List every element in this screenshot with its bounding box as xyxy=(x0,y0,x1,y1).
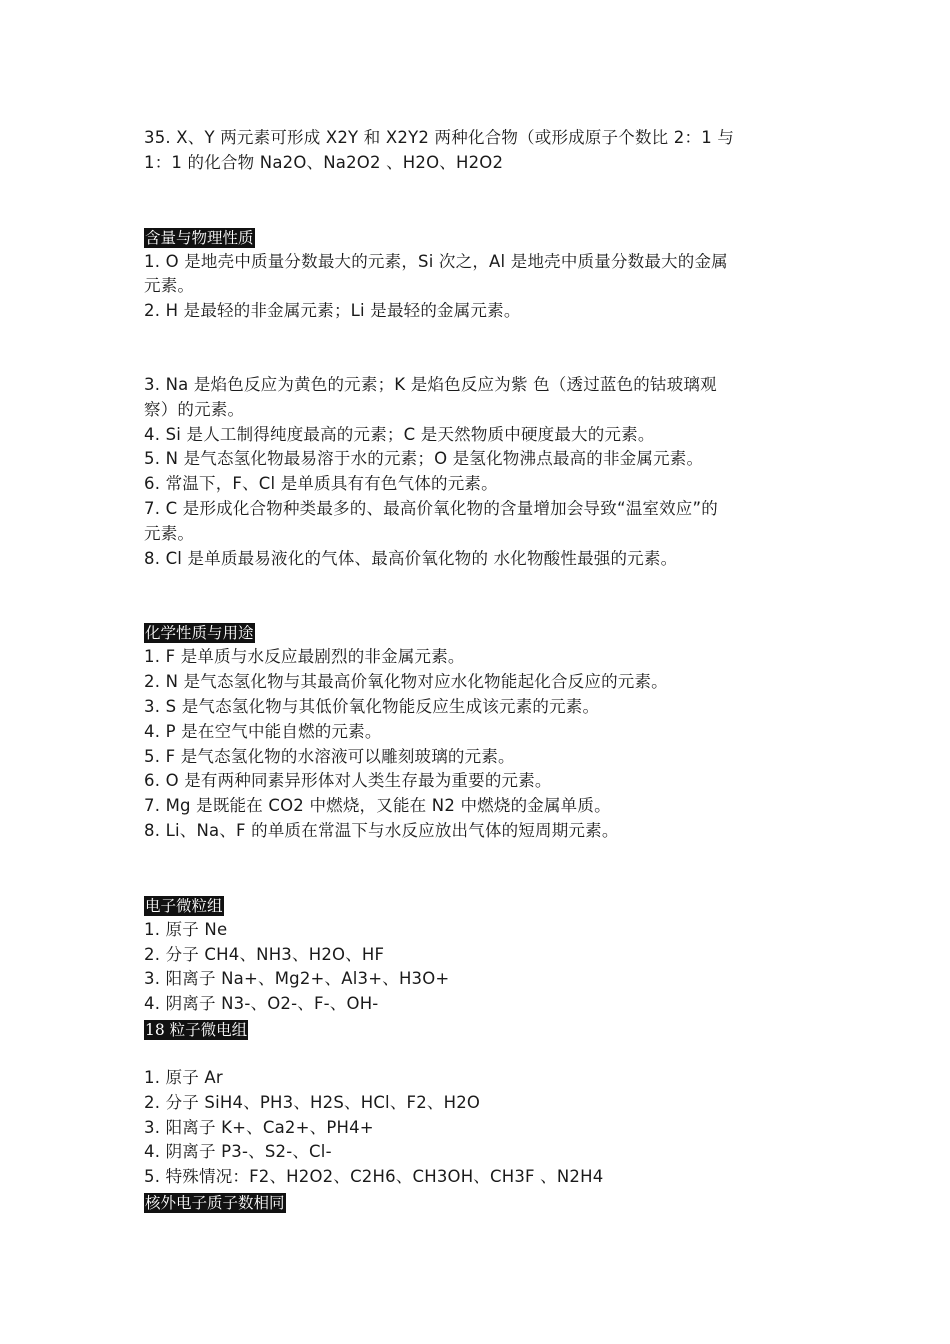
list-item: 察）的元素。 xyxy=(144,399,245,419)
list-item: 6. O 是有两种同素异形体对人类生存最为重要的元素。 xyxy=(144,771,552,791)
section-title-electron-particles: 电子微粒组 xyxy=(145,896,223,915)
list-item: 5. N 是气态氢化物最易溶于水的元素；O 是氢化物沸点最高的非金属元素。 xyxy=(144,449,704,469)
document-page xyxy=(144,126,814,1215)
list-item: 5. 特殊情况：F2、H2O2、C2H6、CH3OH、CH3F 、N2H4 xyxy=(144,1167,604,1187)
section-heading xyxy=(144,1190,814,1215)
list-item: 3. 阳离子 K+、Ca2+、PH4+ xyxy=(144,1117,374,1137)
list-item: 2. 分子 SiH4、PH3、H2S、HCl、F2、H2O xyxy=(144,1092,481,1112)
list-item: 3. Na 是焰色反应为黄色的元素；K 是焰色反应为紫 色（透过蓝色的钴玻璃观 xyxy=(144,374,717,394)
section-heading xyxy=(144,225,814,250)
section-heading xyxy=(144,1017,814,1042)
list-item: 8. Li、Na、F 的单质在常温下与水反应放出气体的短周期元素。 xyxy=(144,820,619,840)
list-item: 2. N 是气态氢化物与其最高价氧化物对应水化物能起化合反应的元素。 xyxy=(144,672,668,692)
intro-line-2: 1：1 的化合物 Na2O、Na2O2 、H2O、H2O2 xyxy=(144,152,504,172)
list-item: 4. 阴离子 N3-、O2-、F-、OH- xyxy=(144,994,379,1014)
list-item: 8. Cl 是单质最易液化的气体、最高价氧化物的 水化物酸性最强的元素。 xyxy=(144,548,678,568)
list-item: 2. 分子 CH4、NH3、H2O、HF xyxy=(144,944,385,964)
list-item: 4. P 是在空气中能自燃的元素。 xyxy=(144,721,382,741)
list-item: 元素。 xyxy=(144,523,195,543)
section-heading xyxy=(144,893,814,918)
list-item: 1. F 是单质与水反应最剧烈的非金属元素。 xyxy=(144,647,465,667)
list-item: 1. O 是地壳中质量分数最大的元素，Si 次之，Al 是地壳中质量分数最大的金属 xyxy=(144,251,728,271)
list-item: 6. 常温下，F、Cl 是单质具有有色气体的元素。 xyxy=(144,474,498,494)
list-item: 5. F 是气态氢化物的水溶液可以雕刻玻璃的元素。 xyxy=(144,746,515,766)
list-item: 4. Si 是人工制得纯度最高的元素；C 是天然物质中硬度最大的元素。 xyxy=(144,424,655,444)
list-item: 1. 原子 Ne xyxy=(144,919,228,939)
intro-line-1: 35. X、Y 两元素可形成 X2Y 和 X2Y2 两种化合物（或形成原子个数比 2：1 与 xyxy=(144,128,735,147)
section-title-18-particles: 18 粒子微电组 xyxy=(145,1020,248,1039)
section-heading xyxy=(144,620,814,645)
list-item: 3. 阳离子 Na+、Mg2+、Al3+、H3O+ xyxy=(144,969,450,989)
section-title-content-physical: 含量与物理性质 xyxy=(145,228,254,247)
list-item: 7. Mg 是既能在 CO2 中燃烧，又能在 N2 中燃烧的金属单质。 xyxy=(144,796,611,816)
section-title-chemical-uses: 化学性质与用途 xyxy=(145,624,254,643)
section-title-same-electrons-protons: 核外电子质子数相同 xyxy=(145,1193,285,1212)
list-item: 1. 原子 Ar xyxy=(144,1067,223,1087)
list-item: 7. C 是形成化合物种类最多的、最高价氧化物的含量增加会导致“温室效应”的 xyxy=(144,498,718,518)
list-item: 元素。 xyxy=(144,276,195,296)
list-item: 2. H 是最轻的非金属元素；Li 是最轻的金属元素。 xyxy=(144,301,521,321)
list-item: 4. 阴离子 P3-、S2-、Cl- xyxy=(144,1142,332,1162)
list-item: 3. S 是气态氢化物与其低价氧化物能反应生成该元素的元素。 xyxy=(144,696,600,716)
